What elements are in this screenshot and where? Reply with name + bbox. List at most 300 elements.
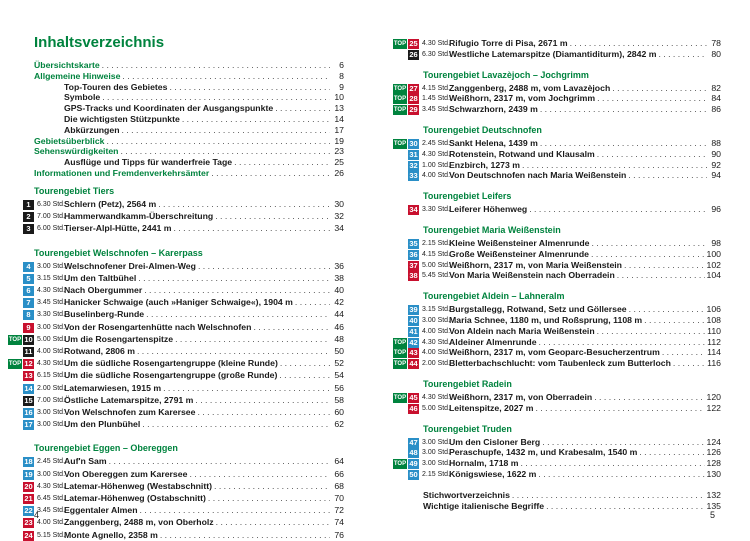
toc-entry[interactable] [34,136,344,147]
tour-number: 3 [23,224,34,234]
tour-title: Zanggenberg, 2488 m, vom Lavazèjoch [449,82,611,93]
tour-title: Monte Agnello, 2358 m [64,529,158,540]
toc-entry-page: 23 [334,146,344,157]
tour-entry[interactable] [6,395,344,406]
leader-dots [512,490,705,501]
tour-entry[interactable] [6,493,344,504]
tour-entry[interactable] [391,204,721,215]
toc-entry[interactable] [423,490,721,501]
tour-entry[interactable] [6,346,344,357]
leader-dots [570,38,707,49]
tour-entry[interactable] [6,285,344,296]
toc-entry[interactable] [64,103,344,114]
tour-number: 35 [409,239,418,248]
tour-entry[interactable] [6,199,344,210]
leader-dots [275,103,330,114]
tour-page: 42 [334,297,344,308]
tour-title: Von der Rosengartenhütte nach Welschnofen [64,321,252,332]
tour-entry[interactable] [6,456,344,467]
tour-page: 96 [711,204,721,215]
tour-entry[interactable] [391,337,721,348]
toc-entry-page: 13 [334,103,344,114]
section-heading: Tourengebiet Deutschnofen [423,125,542,135]
tour-number: 45 [409,393,418,402]
tour-entry[interactable] [6,481,344,492]
toc-entry-label: Ausflüge und Tipps für wanderfreie Tage [64,157,233,168]
tour-badges [391,305,419,315]
tour-page: 126 [706,447,721,458]
tour-duration: 3.00 Std. [422,317,451,324]
tour-page: 108 [706,315,721,325]
toc-entry[interactable] [64,82,344,93]
tour-page: 52 [334,358,344,369]
tour-title: Königswiese, 1622 m [449,469,537,479]
leader-dots [546,501,704,512]
tour-badges [391,261,419,271]
tour-badges [6,262,34,272]
leader-dots [624,260,705,271]
tour-number: 18 [24,457,33,467]
tour-number: 38 [409,271,418,281]
toc-entry[interactable] [64,157,344,168]
tour-page: 92 [711,159,721,170]
tour-entry[interactable] [391,160,721,171]
leader-dots [594,392,704,403]
tour-badges [391,327,419,337]
top-tour-badge: TOP [393,107,407,114]
tour-entry[interactable] [391,447,721,458]
section-heading: Tourengebiet Truden [423,423,512,434]
tour-title: Latemar-Höhenweg (Ostabschnitt) [64,493,206,503]
tour-entry[interactable] [391,249,721,260]
tour-duration: 3.15 Std. [422,306,451,314]
tour-badges [6,457,34,467]
tour-title: Um die südliche Rosengartengruppe (große Runde) [64,370,278,381]
tour-title: Große Weißensteiner Almenrunde [449,248,589,259]
tour-number: 41 [409,326,418,336]
tour-number: 17 [24,420,33,430]
tour-badges [6,494,34,504]
section-heading: Tourengebiet Eggen – Obereggen [34,443,178,454]
tour-badges [391,139,419,149]
tour-number: 30 [409,139,418,148]
tour-entry[interactable] [391,49,721,60]
tour-page: 100 [706,248,721,259]
tour-entry[interactable] [391,403,721,414]
tour-entry[interactable] [391,437,721,448]
tour-entry[interactable] [6,407,344,418]
tour-number: 10 [24,334,33,344]
tour-title: Latemarwiesen, 1915 m [64,382,162,393]
tour-entry[interactable] [391,83,721,94]
tour-badges [391,161,419,171]
toc-entry-page: 14 [334,114,344,124]
leader-dots [628,170,707,181]
tour-number: 24 [24,530,33,540]
tour-entry[interactable] [391,458,721,469]
tour-number: 4 [23,262,34,272]
tour-number: 25 [409,39,418,48]
tour-page: 38 [334,272,344,283]
tour-page: 124 [706,436,721,447]
tour-entry[interactable] [6,261,344,272]
tour-badges [391,271,419,281]
leader-dots [279,370,330,381]
tour-duration: 3.00 Std. [422,438,451,446]
tour-page: 86 [711,104,721,115]
toc-entry-label: Wichtige italienische Begriffe [423,501,545,512]
tour-duration: 1.45 Std. [422,95,451,103]
toc-entry-label: GPS-Tracks und Koordinaten der Ausgangspunkte [64,103,274,114]
tour-entry[interactable] [6,505,344,516]
tour-duration: 1.00 Std. [422,161,451,169]
tour-title: Um den Cisloner Berg [449,436,541,447]
tour-entry[interactable] [391,358,721,369]
leader-dots [536,403,705,414]
tour-badges [391,50,419,60]
tour-badges [391,94,419,104]
tour-duration: 4.30 Std. [37,287,66,294]
tour-number: 14 [24,383,33,393]
toc-entry[interactable] [34,71,344,82]
tour-duration: 2.15 Std. [422,240,451,247]
tour-title: Rifugio Torre di Pisa, 2671 m [449,38,568,48]
tour-duration: 3.45 Std. [37,507,66,515]
tour-title: Weißhorn, 2317 m, vom Geoparc-Besucherzentrum [449,347,660,358]
tour-title: Maria Schnee, 1180 m, und Roßsprung, 1108 m [449,315,643,325]
tour-page: 46 [334,321,344,332]
section-heading: Tourengebiet Maria Weißenstein [423,225,561,235]
tour-duration: 5.15 Std. [37,531,66,539]
tour-badges [6,310,34,320]
tour-badges [6,384,34,394]
tour-page: 34 [334,223,344,234]
tour-number: 37 [409,260,418,270]
tour-title: Um den Taltbühel [64,272,137,283]
tour-duration: 4.15 Std. [422,250,451,258]
tour-page: 110 [707,325,721,336]
tour-badges [6,200,34,210]
tour-entry[interactable] [391,149,721,160]
tour-badges [6,359,34,369]
tour-badges [6,335,34,345]
toc-entry-page: 19 [334,135,344,146]
tour-number: 50 [409,470,418,479]
toc-entry[interactable] [423,501,721,512]
tour-entry[interactable] [391,326,721,337]
tour-duration: 3.00 Std. [37,323,66,331]
top-tour-badge: TOP [393,361,407,368]
tour-entry[interactable] [6,309,344,320]
toc-entry[interactable] [34,168,344,179]
tour-title: Von Welschnofen zum Karersee [64,407,196,417]
tour-duration: 4.30 Std. [422,40,451,47]
leader-dots [540,138,707,149]
tour-duration: 6.45 Std. [37,495,66,502]
tour-number: 1 [23,200,34,210]
leader-dots [591,249,705,260]
leader-dots [612,83,707,94]
tour-entry[interactable] [391,270,721,281]
tour-entry[interactable] [6,334,344,345]
tour-badges [6,506,34,516]
toc-entry[interactable] [64,92,344,103]
tour-title: Sankt Helena, 1439 m [449,138,538,148]
tour-page: 112 [707,336,721,347]
tour-duration: 4.00 Std. [422,172,451,180]
tour-title: Weißhorn, 2317 m, von Maria Weißenstein [449,259,622,270]
tour-entry[interactable] [391,304,721,315]
tour-badges [391,404,419,414]
leader-dots [144,285,330,296]
tour-badges [391,250,419,260]
tour-badges [6,371,34,381]
tour-number: 23 [24,518,33,528]
tour-title: Latemar-Höhenweg (Westabschnitt) [64,480,213,491]
page-title: Inhaltsverzeichnis [34,34,165,51]
tour-page: 74 [334,517,344,528]
tour-duration: 3.00 Std. [37,262,66,270]
tour-entry[interactable] [391,93,721,104]
tour-title: Hornalm, 1718 m [449,458,519,469]
tour-entry[interactable] [391,170,721,181]
tour-duration: 3.15 Std. [37,274,66,282]
tour-entry[interactable] [391,347,721,358]
toc-entry-label: Symbole [64,92,101,103]
tour-badges [391,338,419,348]
tour-badges [391,438,419,448]
tour-badges [6,274,34,284]
tour-title: Weißhorn, 2317 m, vom Jochgrimm [449,93,596,104]
leader-dots [542,437,704,448]
tour-number: 26 [409,49,418,59]
tour-number: 6 [23,286,34,296]
toc-entry[interactable] [64,125,344,136]
page-number-left: 4 [34,510,40,520]
tour-page: 62 [334,419,344,430]
tour-page: 48 [334,333,344,344]
leader-dots [169,82,330,93]
leader-dots [195,395,330,406]
leader-dots [216,517,330,528]
tour-title: Welschnofener Drei-Almen-Weg [64,260,196,271]
tour-title: Enzbirch, 1273 m [449,159,520,170]
toc-entry-page: 135 [706,501,721,512]
top-tour-badge: TOP [393,85,407,92]
leader-dots [109,456,330,467]
tour-title: Zanggenberg, 2488 m, von Oberholz [64,517,214,528]
tour-title: Schlern (Petz), 2564 m [64,199,157,209]
tour-badges [391,171,419,181]
tour-page: 56 [334,382,344,393]
tour-entry[interactable] [391,38,721,49]
toc-entry[interactable] [34,60,344,71]
tour-page: 30 [334,199,344,209]
toc-entry-page: 10 [334,92,344,103]
tour-page: 80 [711,48,721,59]
tour-title: Rotwand, 2806 m [64,346,135,356]
tour-number: 48 [409,448,418,458]
toc-entry[interactable] [64,114,344,125]
page-number-right: 5 [710,510,716,520]
leader-dots [175,334,330,345]
tour-entry[interactable] [6,517,344,528]
top-tour-badge: TOP [393,461,407,468]
section-heading: Tourengebiet Aldein – Lahneralm [423,291,565,302]
tour-entry[interactable] [6,273,344,284]
tour-entry[interactable] [391,138,721,149]
tour-title: Leitenspitze, 2027 m [449,402,534,413]
toc-entry-page: 26 [334,168,344,178]
tour-number: 29 [409,105,418,115]
leader-dots [639,447,704,458]
tour-badges [6,323,34,333]
tour-badges [6,518,34,528]
tour-badges [6,298,34,308]
tour-title: Um die Rosengartenspitze [64,333,174,344]
tour-badges [6,396,34,406]
tour-number: 49 [409,459,418,469]
tour-badges [391,459,419,469]
tour-number: 21 [24,494,33,503]
tour-duration: 4.30 Std. [422,394,451,401]
leader-dots [138,273,330,284]
leader-dots [142,419,330,430]
tour-title: Um den Plunbühel [64,419,141,430]
tour-title: Östliche Latemarspitze, 2791 m [64,394,194,405]
tour-badges [391,470,419,480]
tour-entry[interactable] [391,315,721,326]
tour-number: 12 [24,359,33,369]
leader-dots [521,458,705,469]
tour-entry[interactable] [6,419,344,430]
leader-dots [529,204,707,215]
top-tour-badge: TOP [393,141,407,147]
tour-duration: 6.00 Std. [37,225,66,233]
tour-badges [6,224,34,234]
tour-page: 50 [334,346,344,356]
tour-title: Aldeiner Almenrunde [449,336,537,347]
tour-badges [391,316,419,326]
tour-duration: 6.30 Std. [37,201,66,208]
top-tour-badge: TOP [393,339,407,346]
tour-page: 70 [334,493,344,503]
tour-duration: 2.45 Std. [37,458,66,466]
tour-duration: 4.00 Std. [37,348,66,355]
tour-page: 122 [706,402,721,413]
leader-dots [160,530,330,541]
tour-duration: 4.00 Std. [422,349,451,357]
tour-page: 40 [334,285,344,295]
tour-entry[interactable] [6,223,344,234]
tour-title: Westliche Latemarspitze (Diamantiditurm), 2842 m [449,48,657,59]
tour-page: 78 [711,38,721,48]
leader-dots [280,358,330,369]
tour-entry[interactable] [6,211,344,222]
tour-title: Von Deutschnofen nach Maria Weißenstein [449,170,627,181]
toc-entry-label: Übersichtskarte [34,60,100,70]
top-tour-badge: TOP [393,41,407,47]
tour-page: 66 [334,468,344,479]
tour-entry[interactable] [391,260,721,271]
top-tour-badge: TOP [393,350,407,357]
tour-duration: 5.00 Std. [422,261,451,269]
leader-dots [295,297,330,308]
tour-number: 44 [409,359,418,369]
tour-duration: 2.45 Std. [422,140,451,147]
toc-entry-page: 8 [339,70,344,81]
tour-entry[interactable] [6,530,344,541]
tour-badges [391,39,419,49]
tour-page: 64 [334,456,344,467]
tour-entry[interactable] [391,104,721,115]
tour-duration: 5.45 Std. [422,272,451,280]
tour-entry[interactable] [6,322,344,333]
leader-dots [538,469,704,480]
leader-dots [522,160,707,171]
tour-entry[interactable] [391,469,721,480]
leader-dots [540,104,707,115]
tour-number: 16 [24,408,33,417]
tour-duration: 3.45 Std. [37,299,66,307]
tour-page: 84 [711,93,721,104]
tour-number: 42 [409,337,418,347]
tour-page: 68 [334,480,344,491]
toc-entry-page: 25 [334,157,344,168]
section-heading: Tourengebiet Leifers [423,191,512,202]
tour-entry[interactable] [6,469,344,480]
toc-entry[interactable] [34,146,344,157]
tour-badges [391,150,419,160]
leader-dots [122,71,330,82]
tour-badges [391,84,419,94]
tour-entry[interactable] [391,238,721,249]
tour-title: Schwarzhorn, 2439 m [449,104,538,115]
tour-entry[interactable] [6,358,344,369]
tour-number: 39 [409,305,418,315]
tour-title: Von Obereggen zum Karersee [64,468,188,479]
tour-entry[interactable] [391,392,721,403]
leader-dots [120,146,330,157]
toc-entry-page: 132 [706,489,721,500]
leader-dots [198,261,330,272]
tour-badges [391,393,419,403]
leader-dots [629,304,705,315]
tour-badges [6,482,34,492]
tour-badges [391,239,419,249]
tour-duration: 7.00 Std. [37,396,66,404]
tour-duration: 5.00 Std. [37,335,66,343]
tour-entry[interactable] [6,297,344,308]
tour-entry[interactable] [6,370,344,381]
toc-entry-label: Gebietsüberblick [34,135,105,146]
tour-entry[interactable] [6,383,344,394]
tour-duration: 7.00 Std. [37,213,66,221]
tour-number: 40 [409,316,418,325]
leader-dots [122,125,330,136]
tour-number: 36 [409,249,418,259]
tour-duration: 4.30 Std. [422,338,451,346]
tour-title: Hammerwandkamm-Überschreitung [64,211,214,222]
toc-entry-label: Stichwortverzeichnis [423,489,510,500]
toc-entry-label: Informationen und Fremdenverkehrsämter [34,168,210,178]
tour-number: 8 [23,310,34,320]
leader-dots [140,505,330,516]
tour-duration: 2.00 Std. [37,384,66,392]
tour-title: Tierser-Alpl-Hütte, 2441 m [64,223,172,234]
tour-title: Von Maria Weißenstein nach Oberradein [449,270,615,281]
tour-title: Auf'n Sam [64,456,107,467]
